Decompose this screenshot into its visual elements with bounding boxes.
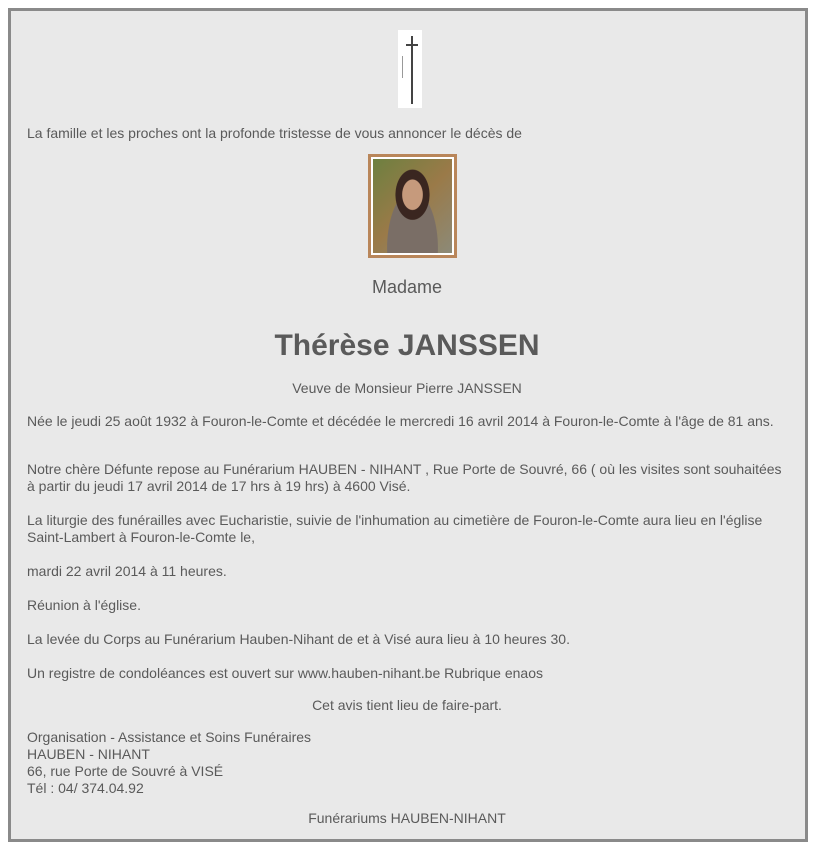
birth-death-text: Née le jeudi 25 août 1932 à Fouron-le-Comte et décédée le mercredi 16 avril 2014 à Fouron-le-Comte à l'âge de 81 ans. xyxy=(27,413,774,429)
cross-icon xyxy=(398,30,422,108)
org-line: Organisation - Assistance et Soins Funéraires xyxy=(27,729,312,745)
organisation-block xyxy=(27,729,787,797)
meeting-text: Réunion à l'église. xyxy=(27,597,141,613)
footer-text: Funérariums HAUBEN-NIHANT xyxy=(308,810,506,826)
org-line: 66, rue Porte de Souvré à VISÉ xyxy=(27,763,224,779)
org-line: HAUBEN - NIHANT xyxy=(27,746,150,762)
liturgy-text: La liturgie des funérailles avec Eucharistie, suivie de l'inhumation au cimetière de Fouron-le-Comte aura lieu en l'église Saint-Lambert à Fouron-le-Comte le, xyxy=(27,512,763,545)
notice-text: Cet avis tient lieu de faire-part. xyxy=(312,697,502,713)
widow-text: Veuve de Monsieur Pierre JANSSEN xyxy=(292,380,522,396)
repose-text: Notre chère Défunte repose au Funérarium HAUBEN - NIHANT , Rue Porte de Souvré, 66 ( où les visites sont souhaitées à partir du jeudi 17 avril 2014 de 17 hrs à 19 hrs) à 4600 Visé. xyxy=(27,461,782,494)
deceased-name: Thérèse JANSSEN xyxy=(274,329,540,362)
intro-text: La famille et les proches ont la profonde tristesse de vous annoncer le décès de xyxy=(27,125,522,141)
org-phone: Tél : 04/ 374.04.92 xyxy=(27,780,144,796)
salutation: Madame xyxy=(371,277,443,297)
register-text: Un registre de condoléances est ouvert sur www.hauben-nihant.be Rubrique enaos xyxy=(27,665,543,681)
obituary-frame xyxy=(8,8,808,842)
levee-text: La levée du Corps au Funérarium Hauben-Nihant de et à Visé aura lieu à 10 heures 30. xyxy=(27,631,570,647)
ceremony-date: mardi 22 avril 2014 à 11 heures. xyxy=(27,563,227,579)
portrait-photo xyxy=(368,154,457,258)
